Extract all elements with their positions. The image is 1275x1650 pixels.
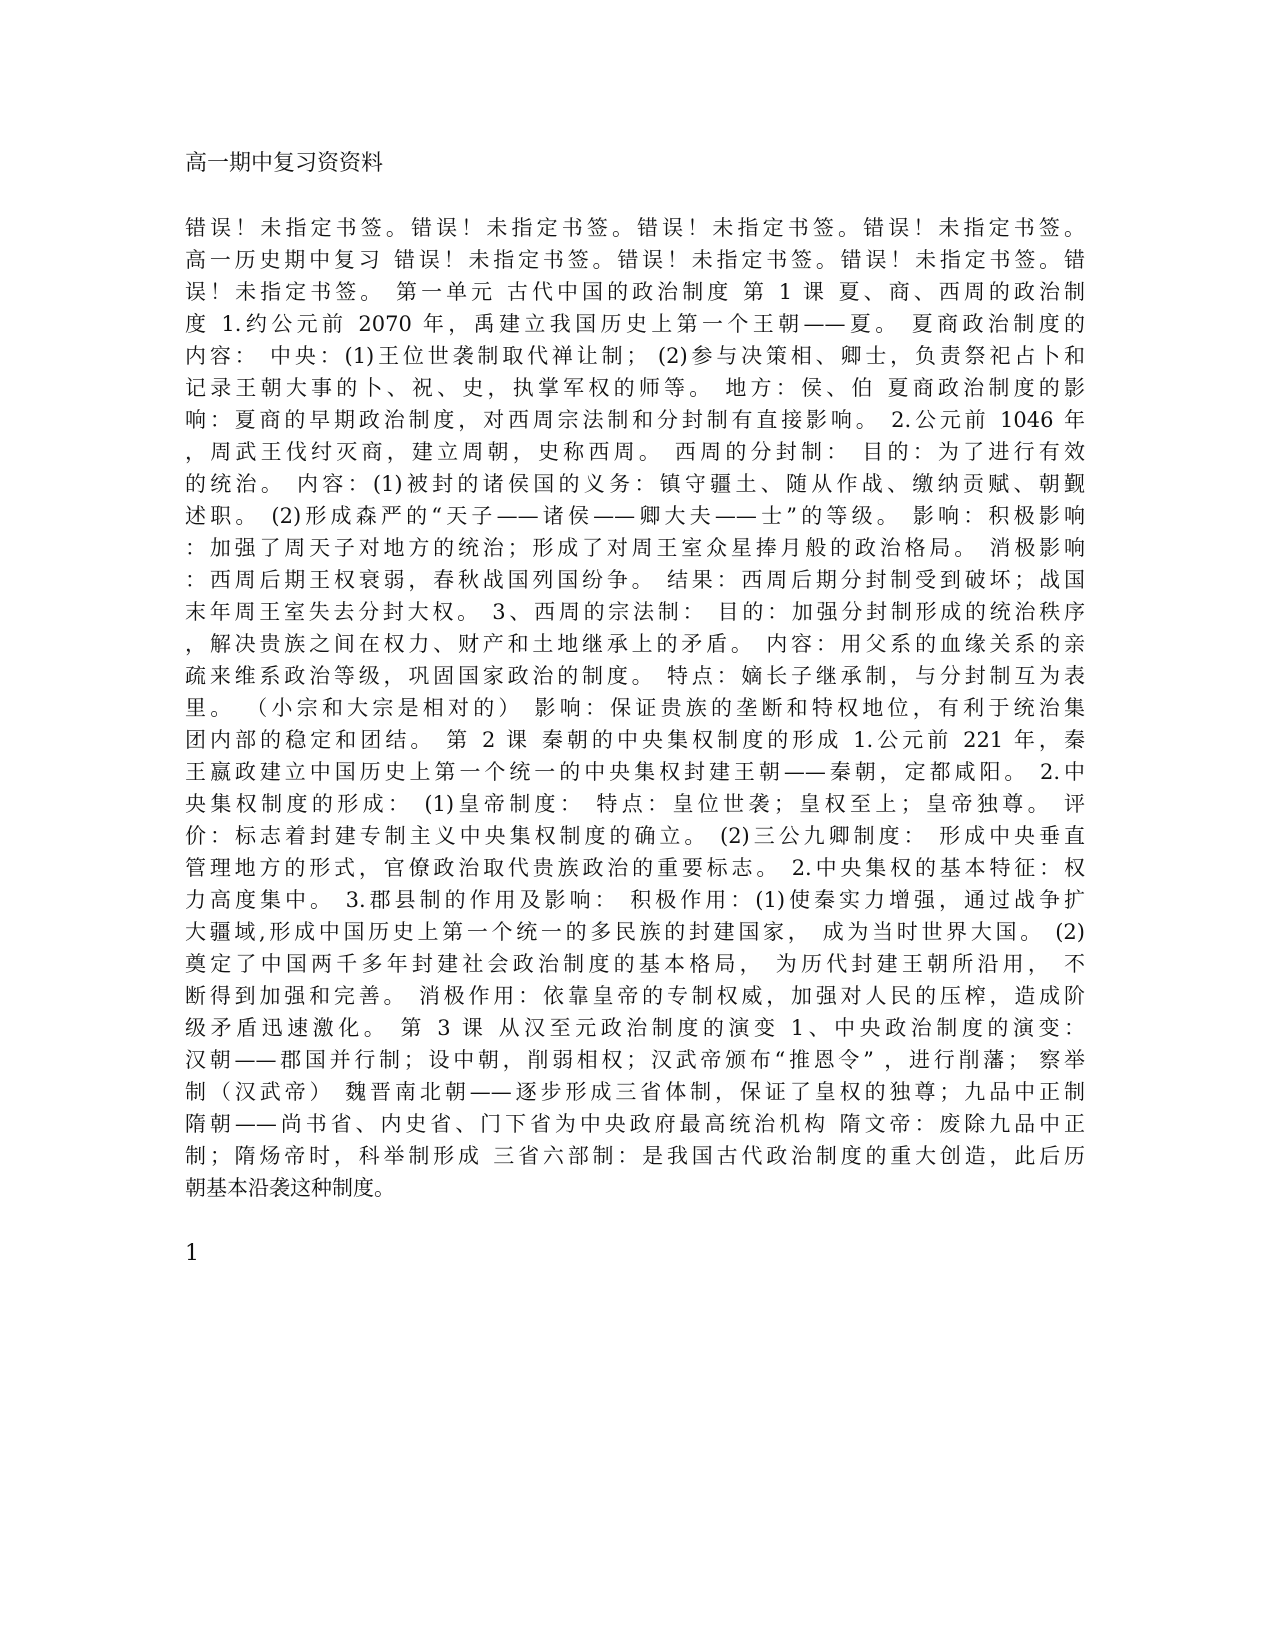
body-line: 述职。 (2)形成森严的“天子——诸侯——卿大夫——士”的等级。 影响：积极影响 xyxy=(185,504,1085,528)
body-line: 错误！未指定书签。错误！未指定书签。错误！未指定书签。错误！未指定书签。 xyxy=(185,216,1085,240)
body-line: 管理地方的形式，官僚政治取代贵族政治的重要标志。 2.中央集权的基本特征：权 xyxy=(185,856,1085,880)
body-line: 隋朝——尚书省、内史省、门下省为中央政府最高统治机构 隋文帝：废除九品中正 xyxy=(185,1112,1085,1136)
body-line: ：加强了周天子对地方的统治；形成了对周王室众星捧月般的政治格局。 消极影响 xyxy=(185,536,1085,560)
body-line: 的统治。 内容：(1)被封的诸侯国的义务：镇守疆土、随从作战、缴纳贡赋、朝觐 xyxy=(185,472,1085,496)
document-body xyxy=(185,212,1085,1204)
body-line: 大疆域,形成中国历史上第一个统一的多民族的封建国家， 成为当时世界大国。 (2) xyxy=(185,920,1085,944)
body-line: 朝基本沿袭这种制度。 xyxy=(185,1176,395,1200)
body-line: 断得到加强和完善。 消极作用：依靠皇帝的专制权威，加强对人民的压榨，造成阶 xyxy=(185,984,1085,1008)
body-line: ：西周后期王权衰弱，春秋战国列国纷争。 结果：西周后期分封制受到破坏；战国 xyxy=(185,568,1085,592)
body-line: 级矛盾迅速激化。 第 3 课 从汉至元政治制度的演变 1、中央政治制度的演变： xyxy=(185,1016,1085,1040)
body-line: 内容： 中央：(1)王位世袭制取代禅让制； (2)参与决策相、卿士，负责祭祀占卜和 xyxy=(185,344,1085,368)
body-line: 价：标志着封建专制主义中央集权制度的确立。 (2)三公九卿制度： 形成中央垂直 xyxy=(185,824,1085,848)
body-line: 团内部的稳定和团结。 第 2 课 秦朝的中央集权制度的形成 1.公元前 221 年，秦 xyxy=(185,728,1085,752)
body-line: 响：夏商的早期政治制度，对西周宗法制和分封制有直接影响。 2.公元前 1046 年 xyxy=(185,408,1085,432)
page-number: 1 xyxy=(185,1241,199,1266)
body-line: 疏来维系政治等级，巩固国家政治的制度。 特点：嫡长子继承制，与分封制互为表 xyxy=(185,664,1085,688)
body-line: 奠定了中国两千多年封建社会政治制度的基本格局， 为历代封建王朝所沿用， 不 xyxy=(185,952,1085,976)
body-line: 制；隋炀帝时，科举制形成 三省六部制：是我国古代政治制度的重大创造，此后历 xyxy=(185,1144,1085,1168)
body-line: ，解决贵族之间在权力、财产和土地继承上的矛盾。 内容：用父系的血缘关系的亲 xyxy=(185,632,1085,656)
body-line: 制（汉武帝） 魏晋南北朝——逐步形成三省体制，保证了皇权的独尊；九品中正制 xyxy=(185,1080,1085,1104)
body-line: 高一历史期中复习 错误！未指定书签。错误！未指定书签。错误！未指定书签。错 xyxy=(185,248,1085,272)
body-line: 力高度集中。 3.郡县制的作用及影响： 积极作用：(1)使秦实力增强，通过战争扩 xyxy=(185,888,1085,912)
body-line: 误！未指定书签。 第一单元 古代中国的政治制度 第 1 课 夏、商、西周的政治制 xyxy=(185,280,1085,304)
body-line: 央集权制度的形成： (1)皇帝制度： 特点：皇位世袭；皇权至上；皇帝独尊。 评 xyxy=(185,792,1085,816)
body-line: 末年周王室失去分封大权。 3、西周的宗法制： 目的：加强分封制形成的统治秩序 xyxy=(185,600,1085,624)
body-line: 王嬴政建立中国历史上第一个统一的中央集权封建王朝——秦朝，定都咸阳。 2.中 xyxy=(185,760,1085,784)
body-line: 里。 （小宗和大宗是相对的） 影响：保证贵族的垄断和特权地位，有利于统治集 xyxy=(185,696,1085,720)
body-line: 度 1.约公元前 2070 年，禹建立我国历史上第一个王朝——夏。 夏商政治制度的 xyxy=(185,312,1085,336)
body-line: 记录王朝大事的卜、祝、史，执掌军权的师等。 地方：侯、伯 夏商政治制度的影 xyxy=(185,376,1085,400)
body-line: ，周武王伐纣灭商，建立周朝，史称西周。 西周的分封制： 目的：为了进行有效 xyxy=(185,440,1085,464)
body-line: 汉朝——郡国并行制；设中朝，削弱相权；汉武帝颁布“推恩令” ，进行削藩； 察举 xyxy=(185,1048,1085,1072)
document-title: 高一期中复习资资料 xyxy=(185,151,384,176)
